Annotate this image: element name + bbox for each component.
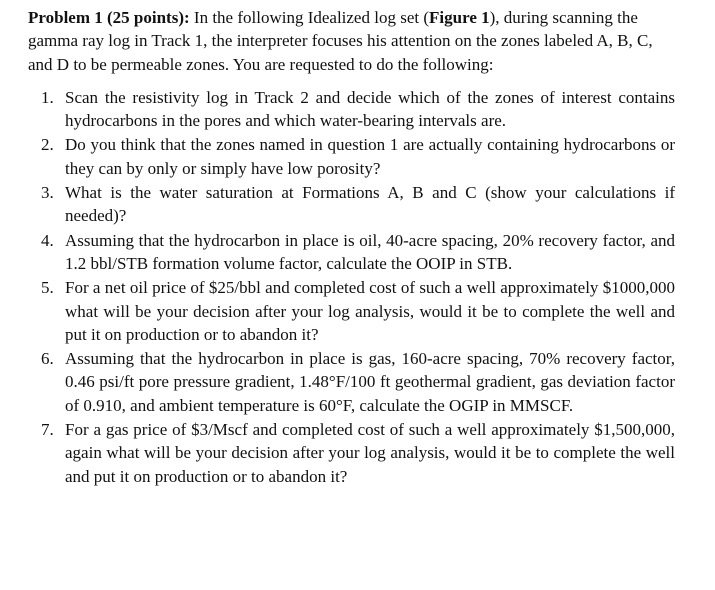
question-text: Assuming that the hydrocarbon in place is oil, 40-acre spacing, 20% recovery factor, and 1.2 bbl/STB formation volume factor, calculate the OOIP in STB. <box>65 230 675 273</box>
question-text: What is the water saturation at Formations A, B and C (show your calculations if needed)? <box>65 183 675 226</box>
question-text: Scan the resistivity log in Track 2 and decide which of the zones of interest contains hydrocarbons in the pores and which water-bearing intervals are. <box>65 87 675 131</box>
question-number: 5. <box>41 278 54 298</box>
problem-statement <box>28 6 675 76</box>
question-item <box>28 86 675 133</box>
question-number: 3. <box>41 183 54 203</box>
problem-heading: Problem 1 (25 points): <box>28 8 190 27</box>
question-number: 1. <box>41 87 54 107</box>
intro-text-start: In the following Idealized log set ( <box>189 8 430 27</box>
question-text: For a gas price of $3/Mscf and completed cost of such a well approximately $1,500,000, again what will be your decision after your log analysis, would it be to complete the well and put it on production or to abandon it? <box>65 420 675 486</box>
question-item <box>28 418 675 488</box>
question-item <box>28 229 675 276</box>
question-number: 6. <box>41 349 54 369</box>
question-number: 4. <box>41 230 54 250</box>
question-text: Do you think that the zones named in question 1 are actually containing hydrocarbons or they can by only or simply have low porosity? <box>65 135 675 178</box>
question-item <box>28 133 675 180</box>
question-list <box>28 86 675 488</box>
intro-text-end: ), during scanning the gamma ray log in Track 1, the interpreter focuses his attention on the zones labeled A, B, C, and D to be permeable zones. You are requested to do the following: <box>28 8 653 74</box>
question-text: For a net oil price of $25/bbl and completed cost of such a well approximately $1000,000 what will be your decision after your log analysis, would it be to complete the well and put it on production or to abandon it? <box>65 278 675 344</box>
question-item <box>28 276 675 346</box>
question-number: 7. <box>41 420 54 440</box>
question-text: Assuming that the hydrocarbon in place is gas, 160-acre spacing, 70% recovery factor, 0.46 psi/ft pore pressure gradient, 1.48°F/100 ft geothermal gradient, gas deviation factor of 0.910, and ambient temperature is 60°F, calculate the OGIP in MMSCF. <box>65 349 675 415</box>
figure-reference: Figure 1 <box>429 8 490 27</box>
question-item <box>28 181 675 228</box>
question-number: 2. <box>41 135 54 155</box>
question-item <box>28 347 675 417</box>
